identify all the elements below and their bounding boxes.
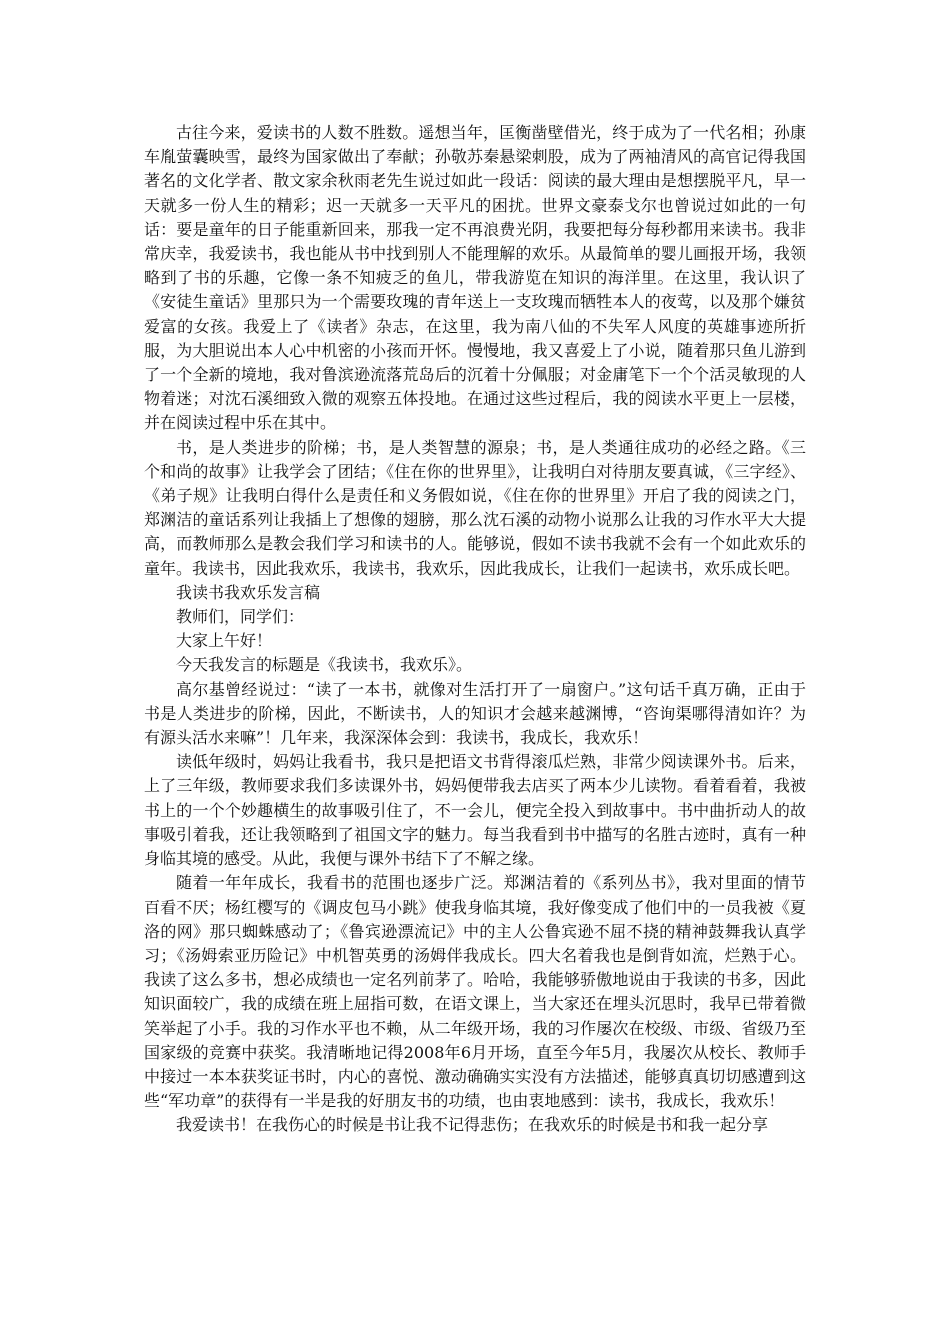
paragraph-book-ladder: 书，是人类进步的阶梯；书，是人类智慧的源泉；书，是人类通往成功的必经之路。《三个和尚的故事》让我学会了团结；《住在你的世界里》，让我明白对待朋友要真诚，《三字经》、《弟子规》让我明白得什么是责任和义务假如说，《住在你的世界里》开启了我的阅读之门，郑渊洁的童话系列让我插上了想像的翅膀，那么沈石溪的动物小说那么让我的习作水平大大提高，而教师那么是教会我们学习和读书的人。能够说，假如不读书我就不会有一个如此欢乐的童年。我读书，因此我欢乐，我读书，我欢乐，因此我成长，让我们一起读书，欢乐成长吧。 (144, 437, 806, 578)
speech-topic: 今天我发言的标题是《我读书，我欢乐》。 (176, 655, 473, 675)
paragraph-love-reading: 我爱读书！在我伤心的时候是书让我不记得悲伤；在我欢乐的时候是书和我一起分享 (176, 1115, 769, 1135)
paragraph-ancient-readers: 古往今来，爱读书的人数不胜数。遥想当年，匡衡凿壁借光，终于成为了一代名相；孙康车胤萤囊映雪，最终为国家做出了奉献；孙敬苏秦悬梁刺股，成为了两袖清风的高官记得我国著名的文化学者、散文家余秋雨老先生说过如此一段话：阅读的最大理由是想摆脱平凡，早一天就多一份人生的精彩；迟一天就多一天平凡的困扰。世界文豪泰戈尔也曾说过如此的一句话：要是童年的日子能重新回来，那我一定不再浪费光阴，我要把每分每秒都用来读书。我非常庆幸，我爱读书，我也能从书中找到别人不能理解的欢乐。从最简单的婴儿画报开场，我领略到了书的乐趣，它像一条不知疲乏的鱼儿，带我游览在知识的海洋里。在这里，我认识了《安徒生童话》里那只为一个需要玫瑰的青年送上一支玫瑰而牺牲本人的夜莺，以及那个嫌贫爱富的女孩。我爱上了《读者》杂志，在这里，我为南八仙的不失军人风度的英雄事迹所折服，为大胆说出本人心中机密的小孩而开怀。慢慢地，我又喜爱上了小说，随着那只鱼儿游到了一个全新的境地，我对鲁滨逊流落荒岛后的沉着十分佩服；对金庸笔下一个个活灵敏现的人物着迷；对沈石溪细致入微的观察五体投地。在通过这些过程后，我的阅读水平更上一层楼，并在阅读过程中乐在其中。 (144, 123, 806, 433)
document-body (144, 121, 806, 1138)
speech-salutation: 教师们，同学们： (176, 607, 305, 627)
paragraph-gorky-quote: 高尔基曾经说过：“读了一本书，就像对生活打开了一扇窗户。”这句话千真万确，正由于书是人类进步的阶梯，因此，不断读书，人的知识才会越来越渊博，“咨询渠哪得清如许？为有源头活水来嘛”！几年来，我深深体会到：我读书，我成长，我欢乐！ (144, 679, 806, 748)
paragraph-growing-up: 随着一年年成长，我看书的范围也逐步广泛。郑渊洁着的《系列丛书》，我对里面的情节百看不厌；杨红樱写的《调皮包马小跳》使我身临其境，我好像变成了他们中的一员我被《夏洛的网》那只蜘蛛感动了；《鲁宾逊漂流记》中的主人公鲁宾逊不屈不挠的精神鼓舞我认真学习；《汤姆索亚历险记》中机智英勇的汤姆伴我成长。四大名着我也是倒背如流，烂熟于心。我读了这么多书，想必成绩也一定名列前茅了。哈哈，我能够骄傲地说由于我读的书多，因此知识面较广，我的成绩在班上屈指可数，在语文课上，当大家还在埋头沉思时，我早已带着微笑举起了小手。我的习作水平也不赖，从二年级开场，我的习作屡次在校级、市级、省级乃至国家级的竞赛中获奖。我清晰地记得2008年6月开场，直至今年5月，我屡次从校长、教师手中接过一本本获奖证书时，内心的喜悦、激动确确实实没有方法描述，能够真真切切感遭到这些“军功章”的获得有一半是我的好朋友书的功绩，也由衷地感到：读书，我成长，我欢乐！ (144, 873, 806, 1111)
speech-greeting: 大家上午好！ (176, 631, 273, 651)
speech-title: 我读书我欢乐发言稿 (176, 582, 321, 602)
paragraph-early-reading: 读低年级时，妈妈让我看书，我只是把语文书背得滚瓜烂熟，非常少阅读课外书。后来，上了三年级，教师要求我们多读课外书，妈妈便带我去店买了两本少儿读物。看着看着，我被书上的一个个妙趣横生的故事吸引住了，不一会儿，便完全投入到故事中。书中曲折动人的故事吸引着我，还让我领略到了祖国文字的魅力。每当我看到书中描写的名胜古迹时，真有一种身临其境的感受。从此，我便与课外书结下了不解之缘。 (144, 752, 806, 869)
